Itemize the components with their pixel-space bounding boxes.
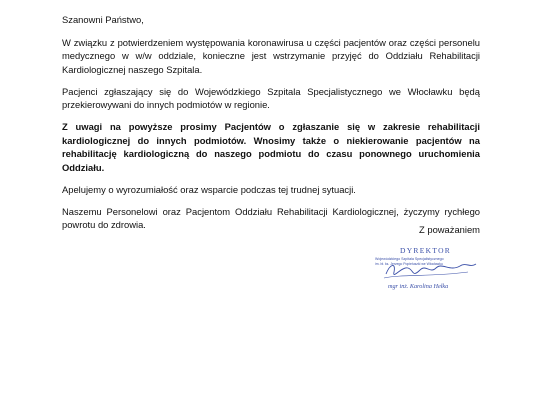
letter-closing: Z poważaniem [419, 224, 480, 235]
stamp-title: DYREKTOR [400, 246, 452, 255]
stamp-signatory: mgr inż. Karolina Hełka [388, 283, 449, 290]
paragraph-request: Z uwagi na powyższe prosimy Pacjentów o zgłaszanie się w zakresie rehabilitacji kardiologicznej do innych podmiotów. Wnosimy także o niekierowanie pacjentów na rehabilitację kardiologiczną do naszego podmiotu do czasu ponownego uruchomienia Oddziału. [62, 121, 480, 173]
paragraph-redirection: Pacjenci zgłaszający się do Wojewódzkiego Szpitala Specjalistycznego we Włocławku będą przekierowywani do innych podmiotów w regionie. [62, 85, 480, 111]
paragraph-wishes: Naszemu Personelowi oraz Pacjentom Oddziału Rehabilitacji Kardiologicznej, życzymy rychłego powrotu do zdrowia. [62, 205, 480, 231]
stamp-line-hospital: Wojewódzkiego Szpitala Specjalistycznego [375, 257, 444, 261]
letter-greeting: Szanowni Państwo, [62, 14, 144, 25]
stamp-svg [372, 244, 482, 292]
letter-body [62, 13, 480, 240]
stamp-line-hospital-name: im. bł. ks. Jerzego Popiełuszki we Włocławku [375, 262, 443, 266]
paragraph-announcement: W związku z potwierdzeniem występowania koronawirusa u części pacjentów oraz części personelu medycznego w w/w oddziale, konieczne jest wstrzymanie przyjęć do Oddziału Rehabilitacji Kardiologicznej naszego Szpitala. [62, 36, 480, 75]
director-stamp [372, 244, 482, 292]
paragraph-appeal: Apelujemy o wyrozumiałość oraz wsparcie podczas tej trudnej sytuacji. [62, 183, 356, 195]
